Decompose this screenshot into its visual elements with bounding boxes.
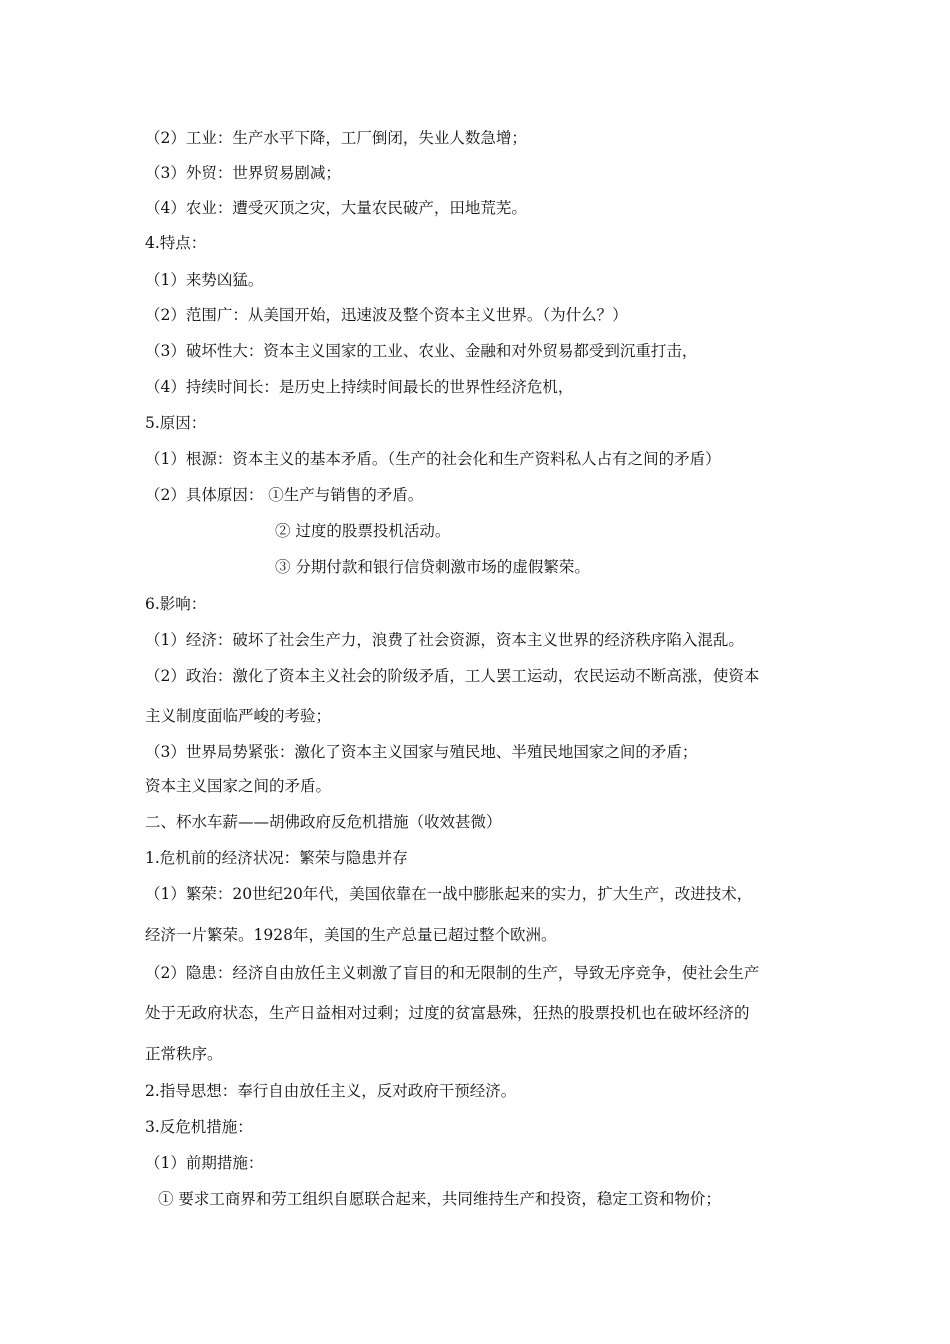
section-heading: 6.影响： (145, 595, 207, 613)
text-line: ③ 分期付款和银行信贷刺激市场的虚假繁荣。 (275, 558, 590, 576)
text-line: （3）破坏性大：资本主义国家的工业、农业、金融和对外贸易都受到沉重打击， (145, 342, 698, 360)
text-line: （2）工业：生产水平下降，工厂倒闭，失业人数急增； (145, 129, 527, 147)
text-line: （3）外贸：世界贸易剧减； (145, 164, 341, 182)
text-line: 正常秩序。 (145, 1045, 223, 1063)
text-line: 经济一片繁荣。1928年，美国的生产总量已超过整个欧洲。 (145, 926, 557, 944)
text-line: （1）来势凶猛。 (145, 271, 264, 289)
text-line: （2）政治：激化了资本主义社会的阶级矛盾，工人罢工运动，农民运动不断高涨，使资本 (145, 667, 760, 685)
text-line: 处于无政府状态，生产日益相对过剩；过度的贫富悬殊，狂热的股票投机也在破坏经济的 (145, 1004, 750, 1022)
text-line: （1）经济：破坏了社会生产力，浪费了社会资源，资本主义世界的经济秩序陷入混乱。 (145, 631, 744, 649)
text-line: ② 过度的股票投机活动。 (275, 522, 451, 540)
text-line: （2）范围广：从美国开始，迅速波及整个资本主义世界。（为什么？） (145, 306, 628, 324)
text-line: （2）隐患：经济自由放任主义刺激了盲目的和无限制的生产，导致无序竞争，使社会生产 (145, 964, 760, 982)
text-line: （3）世界局势紧张：激化了资本主义国家与殖民地、半殖民地国家之间的矛盾； (145, 743, 698, 761)
text-line: 资本主义国家之间的矛盾。 (145, 777, 332, 795)
text-line: （1）前期措施： (145, 1154, 264, 1172)
section-heading: 5.原因： (145, 414, 207, 432)
text-line: （1）根源：资本主义的基本矛盾。（生产的社会化和生产资料私人占有之间的矛盾） (145, 450, 721, 468)
text-line: （4）农业：遭受灭顶之灾，大量农民破产，田地荒芜。 (145, 199, 527, 217)
text-line: （2）具体原因： ①生产与销售的矛盾。 (145, 486, 424, 504)
text-line: （4）持续时间长：是历史上持续时间最长的世界性经济危机， (145, 378, 574, 396)
text-line: 主义制度面临严峻的考验； (145, 707, 332, 725)
section-heading: 3.反危机措施： (145, 1118, 253, 1136)
section-heading: 二、杯水车薪——胡佛政府反危机措施（收效甚微） (145, 813, 502, 831)
section-heading: 2.指导思想：奉行自由放任主义，反对政府干预经济。 (145, 1082, 517, 1100)
section-heading: 4.特点： (145, 234, 207, 252)
text-line: （1）繁荣：20世纪20年代，美国依靠在一战中膨胀起来的实力，扩大生产，改进技术， (145, 885, 753, 903)
section-heading: 1.危机前的经济状况：繁荣与隐患并存 (145, 849, 408, 867)
text-line: ① 要求工商界和劳工组织自愿联合起来，共同维持生产和投资，稳定工资和物价； (158, 1190, 721, 1208)
